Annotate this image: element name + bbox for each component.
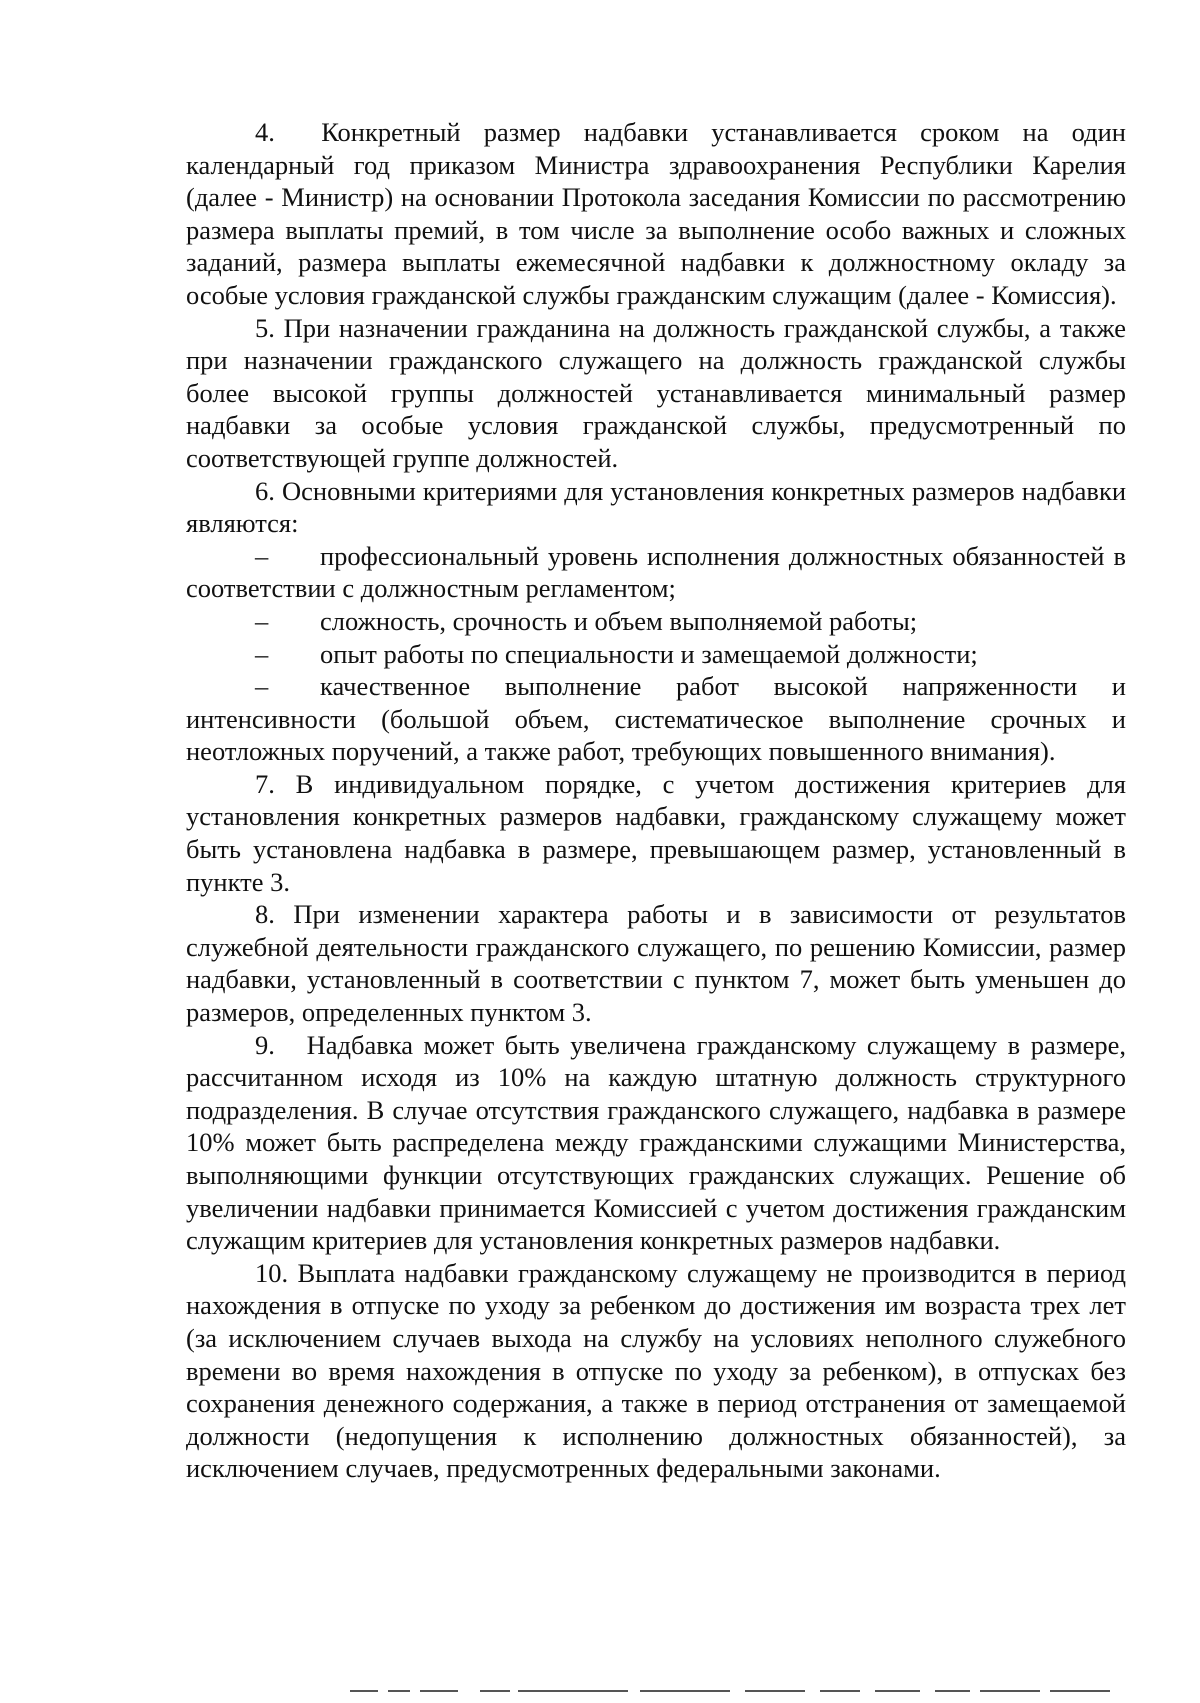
paragraph-7: 7. В индивидуальном порядке, с учетом достижения критериев для установления конкретных размеров надбавки, гражданскому служащему может быть установлена надбавка в размере, превышающем размер, установленный в пункте 3. — [186, 768, 1126, 897]
scan-line-segment — [640, 1690, 730, 1692]
scan-line-segment — [480, 1690, 510, 1692]
criterion-item — [186, 605, 1126, 638]
scan-line-segment — [820, 1690, 860, 1692]
paragraph-5: 5. При назначении гражданина на должность гражданской службы, а также при назначении гражданского служащего на должность гражданской службы более высокой группы должностей устанавливается минимальный размер надбавки за особые условия гражданской службы, предусмотренный по соответствующей группе должностей. — [186, 312, 1126, 473]
scan-line-segment — [388, 1690, 410, 1692]
criterion-text: качественное выполнение работ высокой напряженности и интенсивности (большой объем, систематическое выполнение срочных и неотложных поручений, а также работ, требующих повышенного внимания). — [186, 671, 1126, 767]
scan-line-segment — [935, 1690, 970, 1692]
list-dash: – — [255, 605, 269, 636]
list-dash: – — [255, 638, 269, 669]
list-dash: – — [255, 671, 269, 702]
scan-line-segment — [875, 1690, 920, 1692]
scan-line-segment — [518, 1690, 628, 1692]
criterion-item — [186, 540, 1126, 605]
paragraph-10: 10. Выплата надбавки гражданскому служащему не производится в период нахождения в отпуске по уходу за ребенком до достижения им возраста трех лет (за исключением случаев выхода на службу на условиях неполного служебного времени во время нахождения в отпуске по уходу за ребенком), в отпусках без сохранения денежного содержания, а также в период отстранения от замещаемой должности (недопущения к исполнению должностных обязанностей), за исключением случаев, предусмотренных федеральными законами. — [186, 1257, 1126, 1484]
paragraph-9: 9. Надбавка может быть увеличена гражданскому служащему в размере, рассчитанном исходя из 10% на каждую штатную должность структурного подразделения. В случае отсутствия гражданского служащего, надбавка в размере 10% может быть распределена между гражданскими служащими Министерства, выполняющими функции отсутствующих гражданских служащих. Решение об увеличении надбавки принимается Комиссией с учетом достижения гражданским служащим критериев для установления конкретных размеров надбавки. — [186, 1029, 1126, 1256]
criterion-text: профессиональный уровень исполнения должностных обязанностей в соответствии с должностным регламентом; — [186, 540, 1126, 604]
scan-line-segment — [745, 1690, 805, 1692]
document-body — [186, 116, 1126, 1485]
scan-line-segment — [1050, 1690, 1110, 1692]
scan-artifact-lines — [350, 1690, 1120, 1694]
paragraph-6: 6. Основными критериями для установления конкретных размеров надбавки являются: — [186, 475, 1126, 539]
criterion-item — [186, 638, 1126, 671]
paragraph-8: 8. При изменении характера работы и в зависимости от результатов служебной деятельности гражданского служащего, по решению Комиссии, размер надбавки, установленный в соответствии с пунктом 7, может быть уменьшен до размеров, определенных пунктом 3. — [186, 899, 1126, 1028]
list-dash: – — [255, 540, 269, 571]
criterion-text: опыт работы по специальности и замещаемой должности; — [320, 638, 978, 669]
paragraph-4: 4. Конкретный размер надбавки устанавливается сроком на один календарный год приказом Министра здравоохранения Республики Карелия (далее - Министр) на основании Протокола заседания Комиссии по рассмотрению размера выплаты премий, в том числе за выполнение особо важных и сложных заданий, размера выплаты ежемесячной надбавки к должностному окладу за особые условия гражданской службы гражданским служащим (далее - Комиссия). — [186, 117, 1126, 310]
scan-line-segment — [980, 1690, 1040, 1692]
criterion-item — [186, 670, 1126, 768]
scan-line-segment — [420, 1690, 458, 1692]
criterion-text: сложность, срочность и объем выполняемой работы; — [320, 605, 918, 636]
scan-line-segment — [350, 1690, 378, 1692]
